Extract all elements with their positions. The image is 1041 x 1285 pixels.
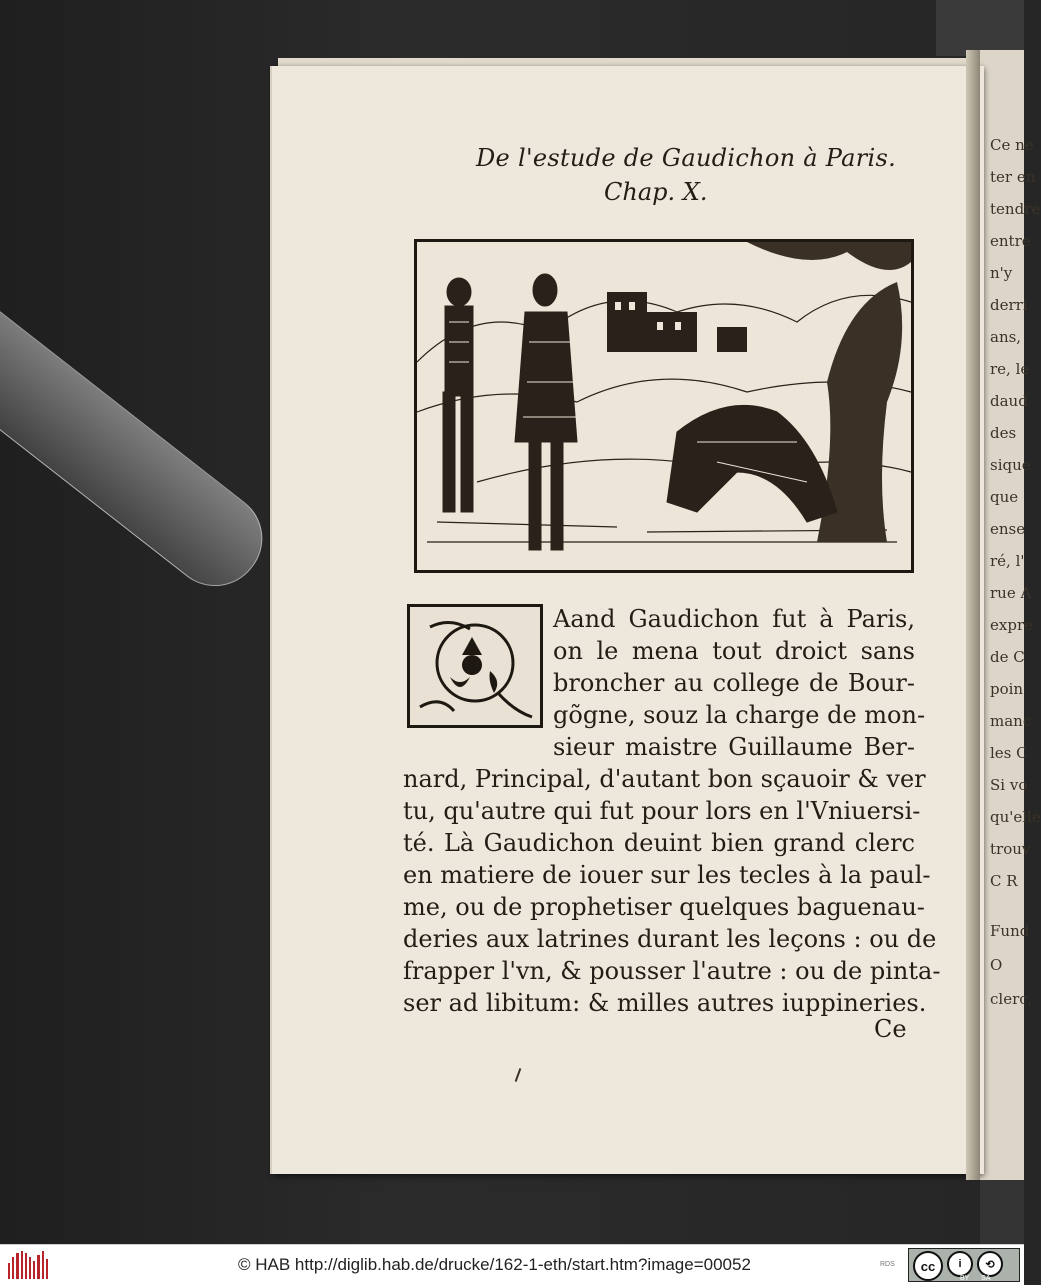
- small-mark: RDS: [880, 1261, 895, 1268]
- fragment: expre: [990, 616, 1033, 634]
- catchword: Ce: [874, 1015, 907, 1043]
- next-page-edge: [978, 50, 1041, 1180]
- text-line: me, ou de prophetiser quelques baguenau-: [403, 893, 925, 921]
- fragment: Si vo: [990, 776, 1028, 794]
- chapter-title: De l'estude de Gaudichon à Paris.: [476, 144, 897, 172]
- fragment: qu'elle: [990, 808, 1041, 826]
- fragment: les C: [990, 744, 1028, 762]
- fragment: manc: [990, 712, 1032, 730]
- fragment: Fund: [990, 922, 1030, 940]
- fragment: ré, l': [990, 552, 1025, 570]
- book-spine-bottom: [980, 1180, 1024, 1244]
- cc-icon: cc: [913, 1251, 943, 1281]
- woodcut-illustration: [414, 239, 914, 573]
- text-line: Aand Gaudichon fut à Paris,: [553, 605, 915, 633]
- fragment: sique: [990, 456, 1031, 474]
- fragment: poin: [990, 680, 1024, 698]
- text-line: frapper l'vn, & pousser l'autre : ou de pinta-: [403, 957, 941, 985]
- fragment: tendre: [990, 200, 1041, 218]
- text-line: ser ad libitum: & milles autres iuppineries.: [403, 989, 927, 1017]
- text-line: nard, Principal, d'autant bon sçauoir & ver: [403, 765, 926, 793]
- text-line: en matiere de iouer sur les tecles à la paul-: [403, 861, 931, 889]
- by-attribution-icon: i: [947, 1251, 973, 1277]
- fragment: n'y: [990, 264, 1013, 282]
- text-line: gõgne, souz la charge de mon-: [553, 701, 926, 729]
- decorated-initial-Q: [407, 604, 543, 728]
- fragment: derri: [990, 296, 1028, 314]
- source-url-link[interactable]: © HAB http://diglib.hab.de/drucke/162-1-eth/start.htm?image=00052: [238, 1255, 751, 1274]
- chapter-number: Chap. X.: [604, 178, 708, 206]
- fragment: re, le: [990, 360, 1030, 378]
- license-labels: BY SA: [960, 1275, 991, 1282]
- fragment: ter en: [990, 168, 1036, 186]
- fragment: trouv: [990, 840, 1031, 858]
- text-line: deries aux latrines durant les leçons : ou de: [403, 925, 937, 953]
- book-gutter: [966, 50, 980, 1180]
- fragment: clerc,: [990, 990, 1033, 1008]
- fragment: ense: [990, 520, 1026, 538]
- book-spine-top: [936, 0, 1024, 56]
- fragment: que: [990, 488, 1019, 506]
- glass-page-weight: [0, 240, 281, 605]
- fragment: O: [990, 956, 1003, 974]
- fragment: C R: [990, 872, 1018, 890]
- text-line: on le mena tout droict sans: [553, 637, 915, 665]
- text-line: sieur maistre Guillaume Ber-: [553, 733, 915, 761]
- hab-logo-icon[interactable]: [8, 1251, 48, 1279]
- fragment: des: [990, 424, 1017, 442]
- fragment: entre: [990, 232, 1031, 250]
- fragment: de C: [990, 648, 1025, 666]
- fragment: ans,: [990, 328, 1022, 346]
- text-line: tu, qu'autre qui fut pour lors en l'Vniuersi-: [403, 797, 921, 825]
- fragment: Ce ne: [990, 136, 1034, 154]
- share-alike-icon: ⟲: [977, 1251, 1003, 1277]
- text-line: té. Là Gaudichon deuint bien grand clerc: [403, 829, 915, 857]
- text-line: broncher au college de Bour-: [553, 669, 915, 697]
- fragment: rue A: [990, 584, 1032, 602]
- viewer-footer: [0, 1244, 1024, 1285]
- fragment: daud: [990, 392, 1028, 410]
